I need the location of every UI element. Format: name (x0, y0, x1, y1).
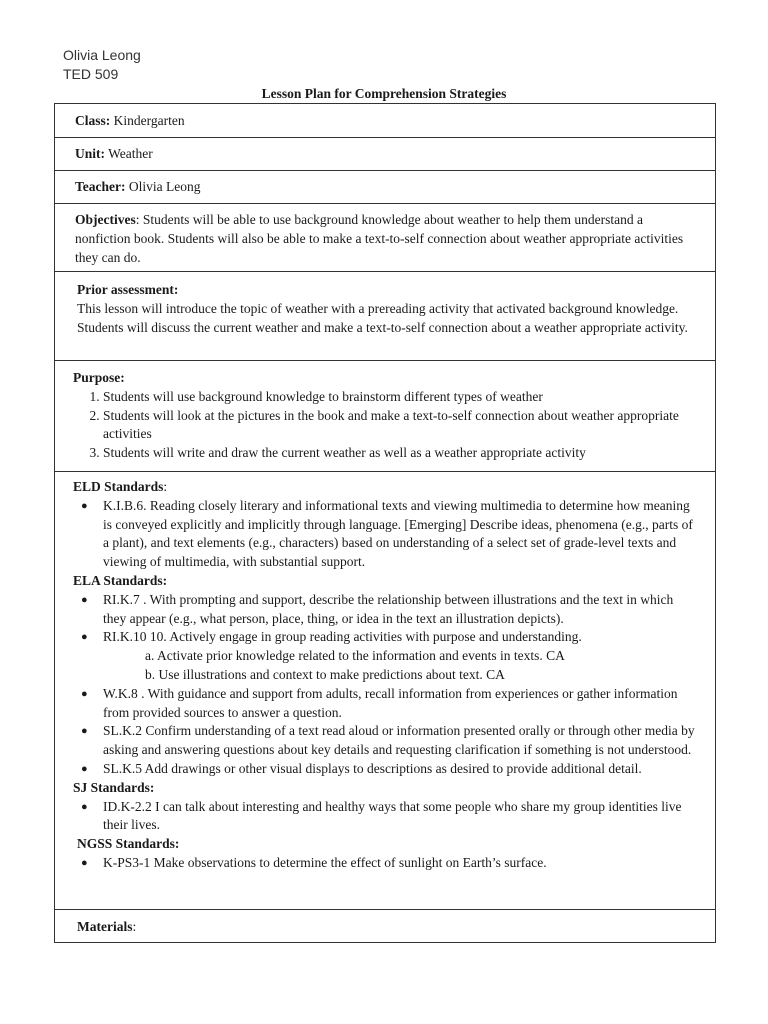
materials-row (55, 910, 716, 943)
sj-list (73, 798, 699, 836)
class-row (55, 104, 716, 138)
unit-cell (55, 138, 716, 171)
ela-label: ELA Standards: (73, 572, 168, 588)
objectives-cell (55, 204, 716, 272)
materials-label: Materials (77, 919, 133, 934)
prior-assessment-row (55, 272, 716, 361)
lesson-plan-table (54, 103, 716, 943)
ela-subitem: b. Use illustrations and context to make predictions about text. CA (145, 666, 505, 682)
ela-item: ● RI.K.10 10. Actively engage in group reading activities with purpose and understanding. (103, 628, 699, 647)
sj-label: SJ Standards: (73, 779, 155, 795)
objectives-row (55, 204, 716, 272)
materials-colon: : (132, 919, 137, 934)
eld-heading (73, 478, 699, 497)
teacher-cell (55, 171, 716, 204)
ela-item: ● SL.K.2 Confirm understanding of a text read aloud or information presented orally or through other media by asking and answering questions about key details and requesting clarification if something is not understood. (103, 722, 699, 760)
ela-item: ● SL.K.5 Add drawings or other visual displays to descriptions as desired to provide additional detail. (103, 760, 699, 779)
unit-value: Weather (108, 146, 153, 161)
eld-label: ELD Standards (73, 479, 164, 494)
purpose-row (55, 361, 716, 472)
purpose-item: 3. Students will write and draw the current weather as well as a weather appropriate activity (103, 444, 699, 463)
standards-cell (55, 472, 716, 910)
purpose-item: 2. Students will look at the pictures in the book and make a text-to-self connection about weather appropriate activities (103, 407, 699, 445)
eld-colon: : (163, 479, 168, 494)
unit-label: Unit: (75, 146, 105, 161)
teacher-row (55, 171, 716, 204)
standards-row (55, 472, 716, 910)
prior-assessment-cell (55, 272, 716, 361)
ngss-label: NGSS Standards: (77, 836, 180, 852)
teacher-label: Teacher: (75, 179, 126, 194)
prior-assessment-text: This lesson will introduce the topic of weather with a prereading activity that activated background knowledge. Students will discuss the current weather and make a text-to-self connection about a weather appropriate activity. (77, 300, 688, 335)
materials-cell (55, 910, 716, 943)
ela-subitem: a. Activate prior knowledge related to the information and events in texts. CA (145, 648, 565, 664)
ela-list (73, 591, 699, 647)
ela-list-continued (73, 685, 699, 779)
ela-item: ● W.K.8 . With guidance and support from adults, recall information from experiences or gather information from provided sources to answer a question. (103, 685, 699, 723)
teacher-value: Olivia Leong (128, 179, 201, 194)
author-name: Olivia Leong (63, 47, 141, 63)
unit-row (55, 138, 716, 171)
objectives-text: : Students will be able to use background knowledge about weather to help them understand a nonfiction book. Students will also be able to make a text-to-self connection about weather appropriate activities they can do. (75, 212, 684, 265)
ela-sublist (73, 647, 699, 685)
ngss-item: ● K-PS3-1 Make observations to determine the effect of sunlight on Earth’s surface. (103, 854, 699, 873)
course-code: TED 509 (63, 66, 119, 82)
objectives-label: Objectives (75, 212, 136, 227)
purpose-list (73, 388, 699, 463)
ela-item: ● RI.K.7 . With prompting and support, describe the relationship between illustrations and the text in which they appear (e.g., what person, place, thing, or idea in the text an illustration depicts). (103, 591, 699, 629)
document-title: Lesson Plan for Comprehension Strategies (261, 86, 507, 101)
document-header (63, 46, 141, 84)
sj-item: ● ID.K-2.2 I can talk about interesting and healthy ways that some people who share my group identities live their lives. (103, 798, 699, 836)
purpose-item: 1. Students will use background knowledge to brainstorm different types of weather (103, 388, 699, 407)
purpose-label: Purpose: (73, 370, 125, 385)
class-label: Class: (75, 113, 111, 128)
purpose-cell (55, 361, 716, 472)
eld-list (73, 497, 699, 572)
class-cell (55, 104, 716, 138)
ngss-list (73, 854, 699, 873)
prior-assessment-label: Prior assessment: (77, 282, 179, 297)
class-value: Kindergarten (113, 113, 185, 128)
eld-item: ● K.I.B.6. Reading closely literary and informational texts and viewing multimedia to determine how meaning is conveyed explicitly and implicitly through language. [Emerging] Describe ideas, phenomena (e.g., parts of a plant), and text elements (e.g., characters) based on understanding of a select set of grade-level texts and viewing of multimedia, with substantial support. (103, 497, 699, 572)
